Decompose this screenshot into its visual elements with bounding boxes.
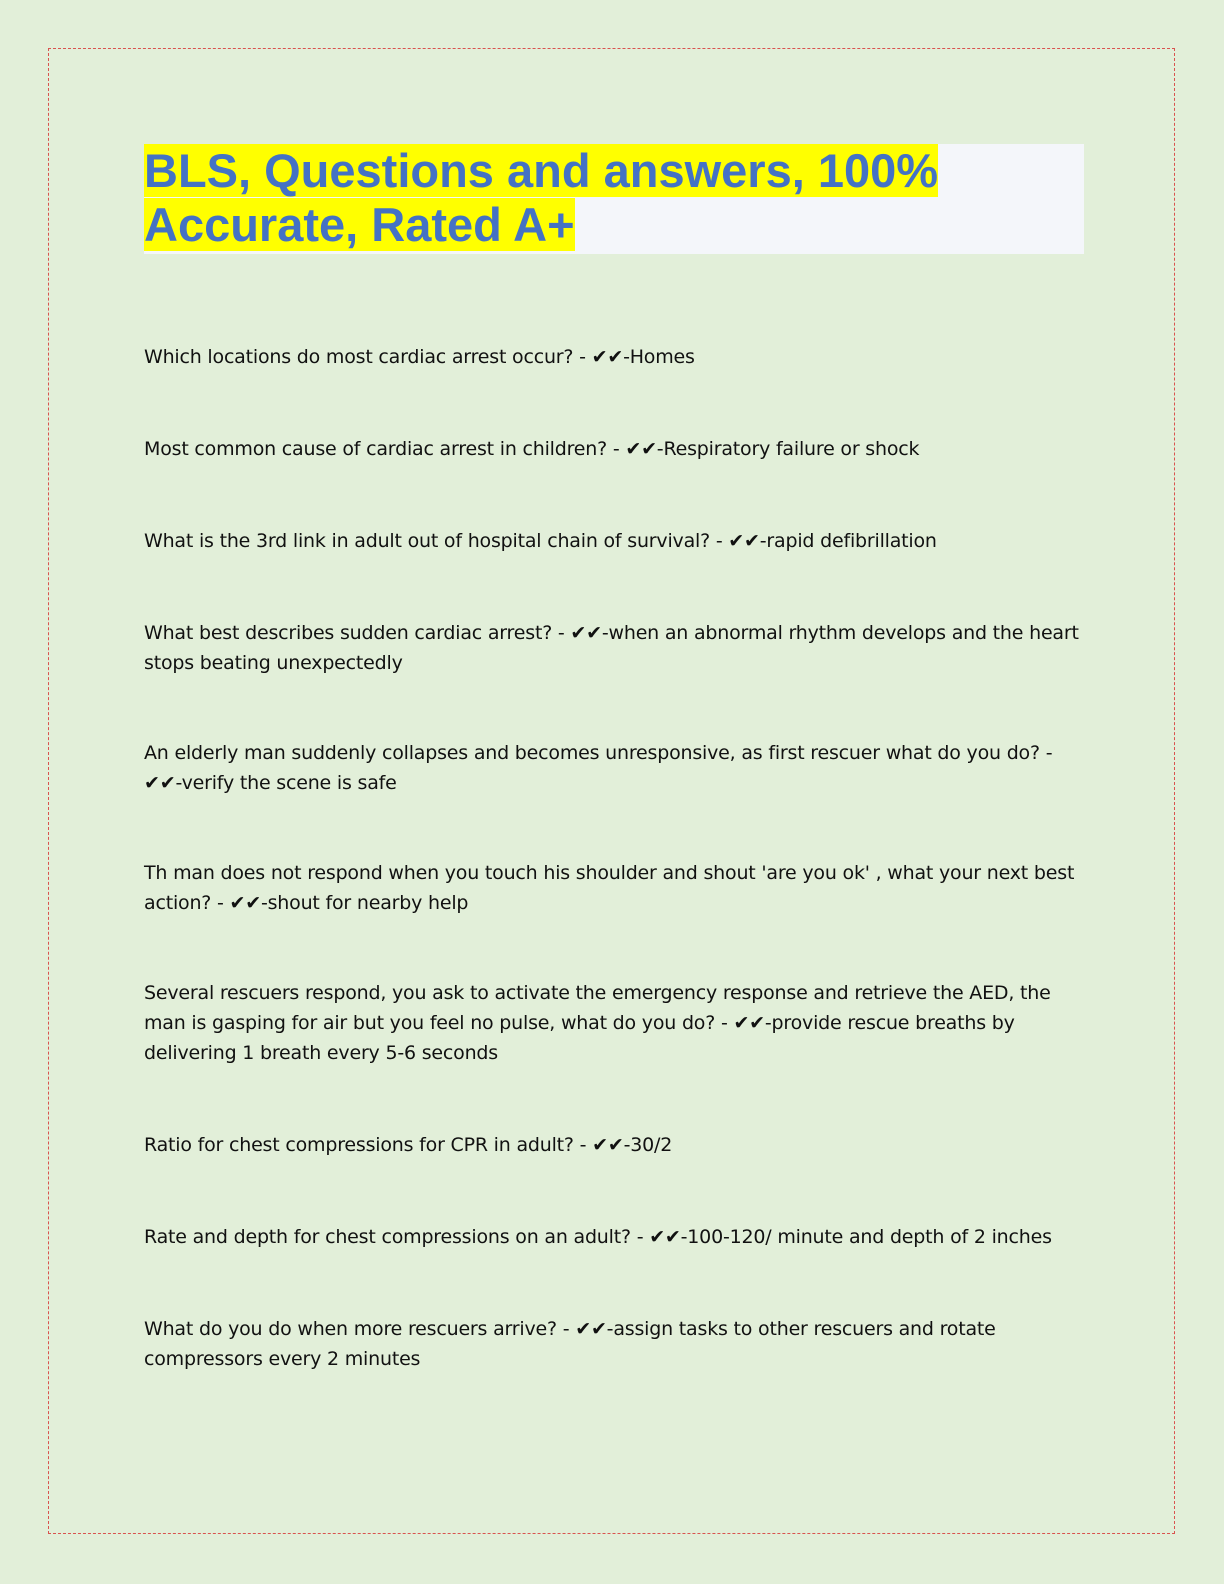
qa-item: What is the 3rd link in adult out of hospital chain of survival? - ✔✔-rapid defibrillation: [144, 530, 937, 552]
title-line-1: BLS, Questions and answers, 100%: [144, 144, 939, 197]
qa-item: What do you do when more rescuers arrive? - ✔✔-assign tasks to other rescuers and rotate compressors every 2 minutes: [144, 1318, 996, 1370]
qa-item: Most common cause of cardiac arrest in children? - ✔✔-Respiratory failure or shock: [144, 438, 920, 460]
qa-item: Several rescuers respond, you ask to activate the emergency response and retrieve the AED, the man is gasping for air but you feel no pulse, what do you do? - ✔✔-provide rescue breaths by delivering 1 breath every 5-6 seconds: [144, 982, 1051, 1064]
title-line-2: Accurate, Rated A+: [144, 198, 575, 251]
document-title: [144, 144, 1084, 252]
qa-item: Ratio for chest compressions for CPR in adult? - ✔✔-30/2: [144, 1134, 673, 1156]
qa-item: An elderly man suddenly collapses and becomes unresponsive, as first rescuer what do you do? - ✔✔-verify the scene is safe: [144, 742, 1053, 794]
qa-item: Th man does not respond when you touch his shoulder and shout 'are you ok' , what your next best action? - ✔✔-shout for nearby help: [144, 862, 1075, 914]
qa-item: Which locations do most cardiac arrest occur? - ✔✔-Homes: [144, 346, 695, 368]
qa-item: Rate and depth for chest compressions on an adult? - ✔✔-100-120/ minute and depth of 2 inches: [144, 1226, 1052, 1248]
qa-item: What best describes sudden cardiac arrest? - ✔✔-when an abnormal rhythm develops and the heart stops beating unexpectedly: [144, 622, 1079, 674]
title-block: [144, 144, 1084, 254]
